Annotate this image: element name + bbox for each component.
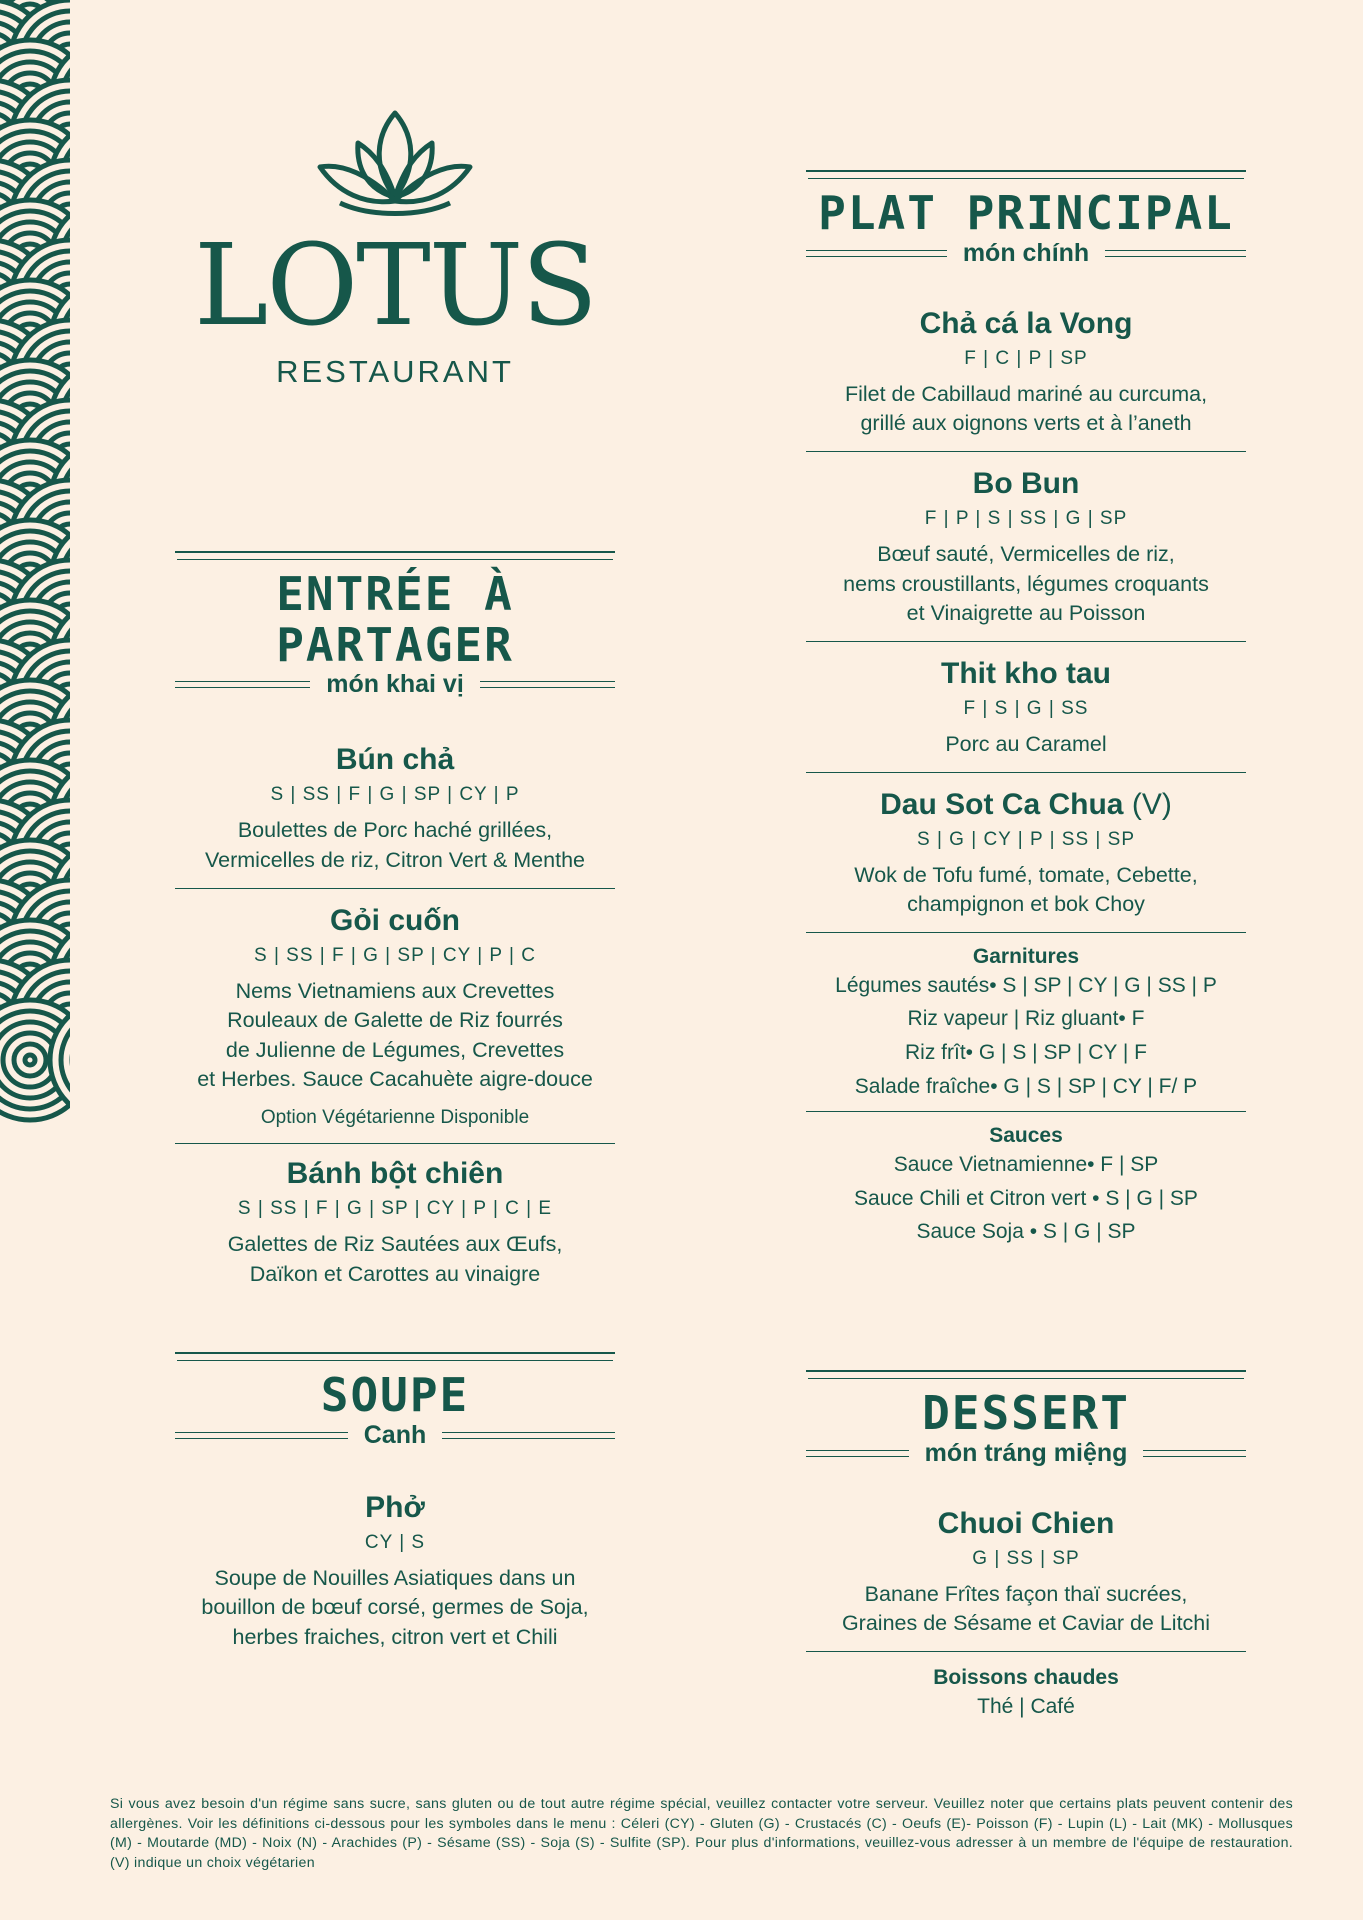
description-line: bouillon de bœuf corsé, germes de Soja, bbox=[201, 1595, 589, 1620]
divider bbox=[806, 932, 1246, 933]
menu-item bbox=[175, 1156, 615, 1289]
section-header bbox=[806, 170, 1246, 268]
dish-name: Bo Bun bbox=[972, 466, 1080, 500]
description-line: de Julienne de Légumes, Crevettes bbox=[225, 1037, 565, 1062]
lotus-flower-icon bbox=[310, 105, 480, 220]
divider bbox=[1143, 1450, 1246, 1457]
wave-pattern-icon bbox=[0, 0, 70, 1920]
menu-item bbox=[806, 656, 1246, 760]
dish-allergens: F | S | G | SS bbox=[963, 697, 1089, 719]
section-subtitle: món tráng miệng bbox=[924, 1438, 1128, 1467]
description-line: grillé aux oignons verts et à l’aneth bbox=[860, 411, 1192, 436]
section-subtitle: món chính bbox=[962, 238, 1090, 267]
group-item: Sauce Soja • S | G | SP bbox=[916, 1220, 1136, 1244]
section-subtitle: Canh bbox=[363, 1420, 427, 1449]
dish-description bbox=[175, 816, 615, 875]
section-subtitle-row bbox=[175, 670, 615, 699]
menu-item bbox=[175, 1490, 615, 1653]
divider bbox=[806, 1651, 1246, 1652]
description-line: Vermicelles de riz, Citron Vert & Menthe bbox=[205, 847, 585, 872]
dish-name: Chả cá la Vong bbox=[919, 306, 1133, 340]
description-line: Filet de Cabillaud mariné au curcuma, bbox=[844, 381, 1208, 406]
sauces-group bbox=[806, 1124, 1246, 1249]
section-title: SOUPE bbox=[320, 1368, 470, 1422]
dish-description bbox=[175, 1564, 615, 1653]
description-line: Graines de Sésame et Caviar de Litchi bbox=[841, 1611, 1211, 1636]
divider bbox=[806, 250, 947, 257]
dish-name: Thit kho tau bbox=[941, 656, 1111, 690]
dish-name: Gỏi cuốn bbox=[330, 903, 460, 937]
menu-item bbox=[175, 903, 615, 1130]
divider bbox=[806, 1370, 1246, 1376]
allergen-footer-note: Si vous avez besoin d'un régime sans sucre, sans gluten ou de tout autre régime spécial, veuillez contacter votre serveur. Veuillez noter que certains plats peuvent contenir des allergènes. Voir les définitions ci-dessous pour les symboles dans le menu : Céleri (CY) - Gluten (G) - Crustacés (C) - Oeufs (E)- Poisson (F) - Lupin (L) - Lait (MK) - Mollusques (M) - Moutarde (MD) - Noix (N) - Arachides (P) - Sésame (SS) - Soja (S) - Sulfite (SP). Pour plus d'informations, veuillez-vous adresser à un membre de l'équipe de restauration. (V) indique un choix végétarien bbox=[110, 1796, 1293, 1871]
dish-name: Bánh bột chiên bbox=[286, 1157, 504, 1191]
description-line: Porc au Caramel bbox=[945, 731, 1107, 756]
description-line: herbes fraiches, citron vert et Chili bbox=[232, 1624, 558, 1649]
section-dessert bbox=[806, 1370, 1246, 1724]
dish-name: Chuoi Chien bbox=[937, 1506, 1115, 1540]
group-item: Salade fraîche• G | S | SP | CY | F/ P bbox=[854, 1074, 1198, 1098]
menu-item bbox=[806, 787, 1246, 920]
divider bbox=[806, 1111, 1246, 1112]
divider bbox=[806, 1450, 909, 1457]
dish-allergens: F | P | S | SS | G | SP bbox=[924, 507, 1128, 529]
divider bbox=[480, 681, 615, 688]
divider bbox=[442, 1432, 615, 1439]
divider bbox=[806, 170, 1246, 176]
logo bbox=[170, 105, 620, 390]
description-line: Banane Frîtes façon thaï sucrées, bbox=[864, 1581, 1188, 1606]
section-title: DESSERT bbox=[922, 1386, 1130, 1440]
menu-item bbox=[806, 466, 1246, 629]
section-subtitle-row bbox=[806, 1439, 1246, 1468]
section-entree bbox=[175, 551, 615, 1289]
description-line: Nems Vietnamiens aux Crevettes bbox=[235, 978, 555, 1003]
description-line: Boulettes de Porc haché grillées, bbox=[237, 818, 553, 843]
section-header bbox=[175, 1352, 615, 1450]
brand-subtitle: RESTAURANT bbox=[276, 354, 514, 389]
group-item: Riz frît• G | S | SP | CY | F bbox=[905, 1041, 1147, 1065]
dish-name: Bún chả bbox=[335, 743, 455, 777]
divider bbox=[806, 772, 1246, 773]
brand-name: LOTUS bbox=[193, 221, 596, 351]
vegetarian-badge: (V) bbox=[1131, 787, 1172, 821]
dish-description bbox=[806, 380, 1246, 439]
description-line: Daïkon et Carottes au vinaigre bbox=[249, 1261, 541, 1286]
description-line: champignon et bok Choy bbox=[907, 892, 1145, 917]
dish-note: Option Végétarienne Disponible bbox=[260, 1107, 530, 1129]
divider bbox=[175, 1432, 348, 1439]
description-line: nems croustillants, légumes croquants bbox=[843, 571, 1209, 596]
garnitures-group bbox=[806, 945, 1246, 1103]
divider bbox=[175, 551, 615, 557]
dish-description bbox=[155, 977, 635, 1096]
group-item: Sauce Vietnamienne• F | SP bbox=[893, 1153, 1159, 1177]
dish-description bbox=[806, 730, 1246, 760]
dish-description bbox=[806, 861, 1246, 920]
section-subtitle-row bbox=[806, 239, 1246, 268]
description-line: et Vinaigrette au Poisson bbox=[906, 601, 1146, 626]
section-title: PLAT PRINCIPAL bbox=[818, 186, 1234, 240]
divider bbox=[175, 1143, 615, 1144]
dish-description bbox=[806, 1580, 1246, 1639]
group-item: Sauce Chili et Citron vert • S | G | SP bbox=[854, 1186, 1198, 1210]
section-title: ENTRÉE À PARTAGER bbox=[276, 567, 514, 672]
dish-name bbox=[806, 787, 1246, 823]
dish-allergens: S | SS | F | G | SP | CY | P | C bbox=[254, 944, 536, 966]
dish-allergens: CY | S bbox=[364, 1531, 426, 1553]
dish-name: Phở bbox=[365, 1490, 425, 1524]
divider bbox=[175, 681, 310, 688]
group-title: Sauces bbox=[989, 1124, 1063, 1148]
menu-item bbox=[806, 1506, 1246, 1639]
section-header bbox=[175, 551, 615, 699]
dish-allergens: S | SS | F | G | SP | CY | P bbox=[270, 784, 520, 806]
dish-allergens: S | G | CY | P | SS | SP bbox=[917, 828, 1135, 850]
section-plat-principal bbox=[806, 170, 1246, 1249]
dish-name-text: Dau Sot Ca Chua bbox=[880, 787, 1124, 821]
dish-description bbox=[806, 540, 1246, 629]
wave-pattern-border bbox=[0, 0, 70, 1920]
section-header bbox=[806, 1370, 1246, 1468]
menu-item bbox=[806, 306, 1246, 439]
divider bbox=[175, 1352, 615, 1358]
divider bbox=[1105, 250, 1246, 257]
group-item: Légumes sautés• S | SP | CY | G | SS | P bbox=[835, 973, 1217, 997]
description-line: Wok de Tofu fumé, tomate, Cebette, bbox=[854, 862, 1198, 887]
group-title: Garnitures bbox=[972, 944, 1080, 968]
group-item: Riz vapeur | Riz gluant• F bbox=[907, 1007, 1145, 1031]
section-soupe bbox=[175, 1352, 615, 1653]
group-item: Thé | Café bbox=[977, 1694, 1075, 1718]
description-line: Soupe de Nouilles Asiatiques dans un bbox=[214, 1565, 576, 1590]
dish-description bbox=[175, 1230, 615, 1289]
description-line: Galettes de Riz Sautées aux Œufs, bbox=[227, 1232, 563, 1257]
menu-item bbox=[175, 742, 615, 875]
divider bbox=[175, 888, 615, 889]
description-line: Bœuf sauté, Vermicelles de riz, bbox=[877, 541, 1175, 566]
divider bbox=[806, 641, 1246, 642]
group-title: Boissons chaudes bbox=[933, 1665, 1119, 1689]
dish-allergens: F | C | P | SP bbox=[964, 347, 1088, 369]
boissons-group bbox=[806, 1666, 1246, 1724]
section-subtitle: món khai vị bbox=[326, 670, 464, 699]
dish-allergens: G | SS | SP bbox=[972, 1547, 1080, 1569]
dish-allergens: S | SS | F | G | SP | CY | P | C | E bbox=[237, 1198, 553, 1220]
description-line: et Herbes. Sauce Cacahuète aigre-douce bbox=[197, 1067, 593, 1092]
section-subtitle-row bbox=[175, 1421, 615, 1450]
divider bbox=[806, 451, 1246, 452]
description-line: Rouleaux de Galette de Riz fourrés bbox=[227, 1008, 563, 1033]
